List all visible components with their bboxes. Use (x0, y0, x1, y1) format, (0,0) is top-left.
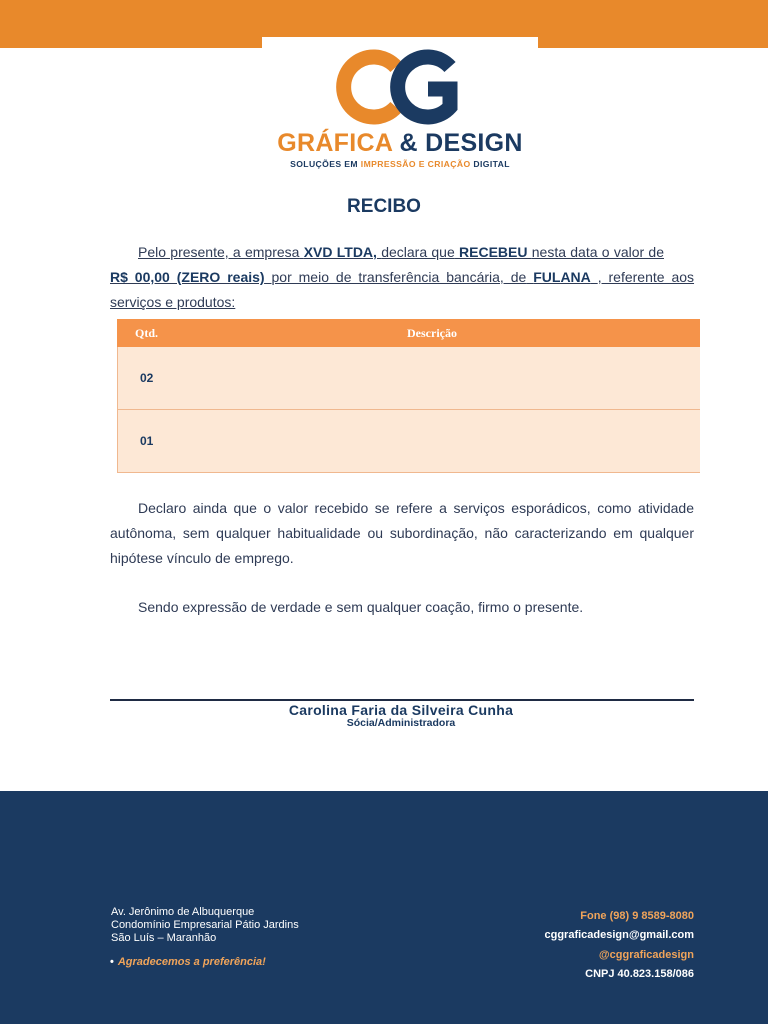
items-table (117, 319, 700, 473)
amount-value: R$ 00,00 (ZERO reais) (110, 269, 265, 285)
signatory-name: Carolina Faria da Silveira Cunha (288, 702, 514, 718)
brand-logo (262, 37, 538, 177)
bullet-icon: • (110, 956, 114, 968)
payer-name: FULANA (533, 269, 591, 285)
address-block (111, 906, 299, 944)
received-label: RECEBEU (459, 244, 528, 260)
brand-name: GRÁFICA & DESIGN (277, 129, 523, 157)
table-header (117, 319, 700, 347)
address-line: Condomínio Empresarial Pátio Jardins (111, 918, 299, 931)
address-line: São Luís – Maranhão (111, 931, 217, 944)
closing-paragraph: Sendo expressão de verdade e sem qualquer coação, firmo o presente. (138, 599, 584, 615)
table-row (117, 347, 700, 410)
table-row (117, 410, 700, 473)
cg-monogram-logo-icon (332, 45, 468, 129)
cnpj-number: CNPJ 40.823.158/086 (585, 968, 694, 981)
row-qty: 02 (140, 371, 154, 385)
contact-block (545, 907, 695, 985)
email-address[interactable]: cggraficadesign@gmail.com (544, 929, 694, 942)
row-qty: 01 (140, 434, 154, 448)
brand-tagline: SOLUÇÕES EM IMPRESSÃO E CRIAÇÃO DIGITAL (290, 159, 510, 169)
document-title: RECIBO (347, 196, 421, 217)
header-description: Descrição (407, 326, 457, 340)
declaration-paragraph: Declaro ainda que o valor recebido se refere a serviços esporádicos, como atividade autônoma, sem qualquer habitualidade ou subordinação, não caracterizando em qualquer hipótese vínculo de emprego. (110, 500, 694, 566)
instagram-handle[interactable]: @cggraficadesign (598, 948, 694, 961)
phone-number: Fone (98) 9 8589-8080 (580, 910, 694, 922)
footer (0, 791, 768, 1024)
signatory-role: Sócia/Administradora (346, 717, 456, 729)
intro-paragraph: Pelo presente, a empresa XVD LTDA, declara que RECEBEU nesta data o valor deR$ 00,00 (ZERO reais) por meio de transferência bancária, de FULANA , referente aos serviços e produtos: (110, 244, 695, 310)
thanks-note: • Agradecemos a preferência! (110, 956, 266, 968)
header-qty: Qtd. (135, 326, 159, 340)
company-name: XVD LTDA, (303, 244, 377, 260)
address-line: Av. Jerônimo de Albuquerque (111, 906, 255, 918)
signature-line (110, 699, 694, 701)
